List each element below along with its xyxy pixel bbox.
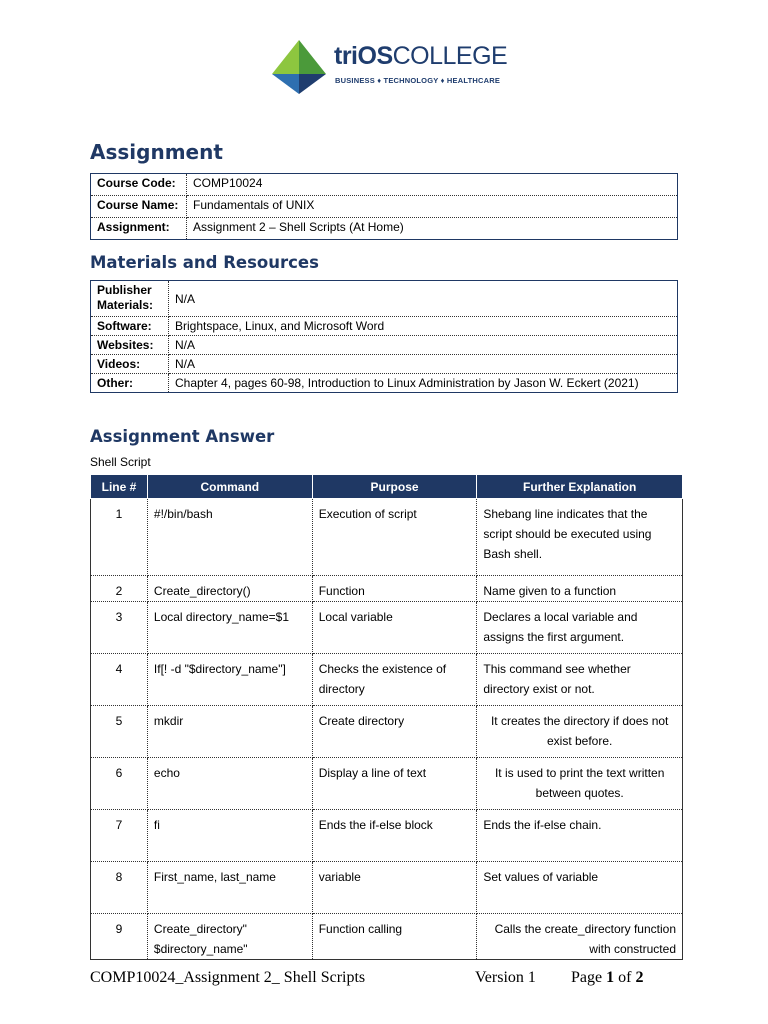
explanation-cell: Shebang line indicates that the script should be executed using Bash shell. (477, 499, 683, 576)
software-label: Software: (91, 317, 169, 336)
table-row (91, 862, 683, 914)
purpose-cell: Ends the if-else block (312, 810, 477, 862)
answer-heading: Assignment Answer (90, 427, 275, 446)
page-label: Page (571, 969, 603, 986)
websites-label: Websites: (91, 336, 169, 355)
line-number: 8 (91, 862, 148, 914)
publisher-materials-label: Publisher Materials: (91, 281, 169, 317)
explanation-cell: Name given to a function (477, 576, 683, 602)
table-row (91, 355, 678, 374)
table-row (91, 706, 683, 758)
other-value: Chapter 4, pages 60-98, Introduction to Linux Administration by Jason W. Eckert (2021) (169, 374, 678, 393)
line-number: 6 (91, 758, 148, 810)
logo-brand-bold: triOS (334, 42, 393, 70)
videos-value: N/A (169, 355, 678, 374)
purpose-cell: Function calling (312, 914, 477, 960)
footer-document-name: COMP10024_Assignment 2_ Shell Scripts (90, 969, 366, 986)
table-row (91, 499, 683, 576)
command-cell: First_name, last_name (147, 862, 312, 914)
purpose-cell: Execution of script (312, 499, 477, 576)
table-row (91, 602, 683, 654)
page-total: 2 (635, 969, 644, 986)
column-header-purpose: Purpose (312, 475, 477, 499)
purpose-cell: variable (312, 862, 477, 914)
software-value: Brightspace, Linux, and Microsoft Word (169, 317, 678, 336)
assignment-heading: Assignment (90, 140, 223, 164)
course-name-value: Fundamentals of UNIX (187, 196, 678, 218)
column-header-line: Line # (91, 475, 148, 499)
table-row (91, 196, 678, 218)
column-header-explanation: Further Explanation (477, 475, 683, 499)
college-logo (268, 38, 508, 96)
course-info-table (90, 173, 678, 240)
explanation-cell: Ends the if-else chain. (477, 810, 683, 862)
course-code-value: COMP10024 (187, 174, 678, 196)
table-row (91, 654, 683, 706)
publisher-materials-value: N/A (169, 281, 678, 317)
table-row (91, 317, 678, 336)
explanation-cell: It is used to print the text written between quotes. (477, 758, 683, 810)
explanation-cell: Declares a local variable and assigns the first argument. (477, 602, 683, 654)
other-label: Other: (91, 374, 169, 393)
command-cell: fi (147, 810, 312, 862)
shell-script-label: Shell Script (90, 455, 151, 469)
videos-label: Videos: (91, 355, 169, 374)
explanation-cell: It creates the directory if does not exist before. (477, 706, 683, 758)
purpose-cell: Create directory (312, 706, 477, 758)
line-number: 9 (91, 914, 148, 960)
table-row (91, 758, 683, 810)
purpose-cell: Local variable (312, 602, 477, 654)
table-row (91, 281, 678, 317)
table-row (91, 576, 683, 602)
table-header-row (91, 475, 683, 499)
command-cell: #!/bin/bash (147, 499, 312, 576)
command-cell: echo (147, 758, 312, 810)
command-cell: Create_directory() (147, 576, 312, 602)
command-cell: mkdir (147, 706, 312, 758)
table-row (91, 914, 683, 960)
pyramid-logo-icon (268, 38, 330, 96)
assignment-value: Assignment 2 – Shell Scripts (At Home) (187, 218, 678, 240)
materials-table (90, 280, 678, 393)
line-number: 2 (91, 576, 148, 602)
purpose-cell: Function (312, 576, 477, 602)
line-number: 1 (91, 499, 148, 576)
line-number: 5 (91, 706, 148, 758)
logo-wordmark (334, 44, 507, 69)
logo-brand-regular: COLLEGE (392, 42, 508, 70)
course-code-label: Course Code: (91, 174, 187, 196)
shell-script-table (90, 474, 683, 960)
table-row (91, 336, 678, 355)
command-cell: Create_directory" $directory_name" (147, 914, 312, 960)
line-number: 7 (91, 810, 148, 862)
course-name-label: Course Name: (91, 196, 187, 218)
explanation-cell: Calls the create_directory function with constructed (477, 914, 683, 960)
assignment-label: Assignment: (91, 218, 187, 240)
page-current: 1 (606, 969, 615, 986)
table-row (91, 174, 678, 196)
purpose-cell: Checks the existence of directory (312, 654, 477, 706)
command-cell: Local directory_name=$1 (147, 602, 312, 654)
line-number: 3 (91, 602, 148, 654)
explanation-cell: This command see whether directory exist or not. (477, 654, 683, 706)
table-row (91, 374, 678, 393)
page-of: of (618, 969, 632, 986)
table-row (91, 810, 683, 862)
materials-heading: Materials and Resources (90, 253, 319, 272)
table-row (91, 218, 678, 240)
footer-version: Version 1 (475, 969, 536, 986)
logo-tagline: BUSINESS ♦ TECHNOLOGY ♦ HEALTHCARE (335, 76, 501, 85)
explanation-cell: Set values of variable (477, 862, 683, 914)
line-number: 4 (91, 654, 148, 706)
purpose-cell: Display a line of text (312, 758, 477, 810)
command-cell: If[! -d "$directory_name"] (147, 654, 312, 706)
footer-page-number (571, 969, 643, 987)
column-header-command: Command (147, 475, 312, 499)
websites-value: N/A (169, 336, 678, 355)
